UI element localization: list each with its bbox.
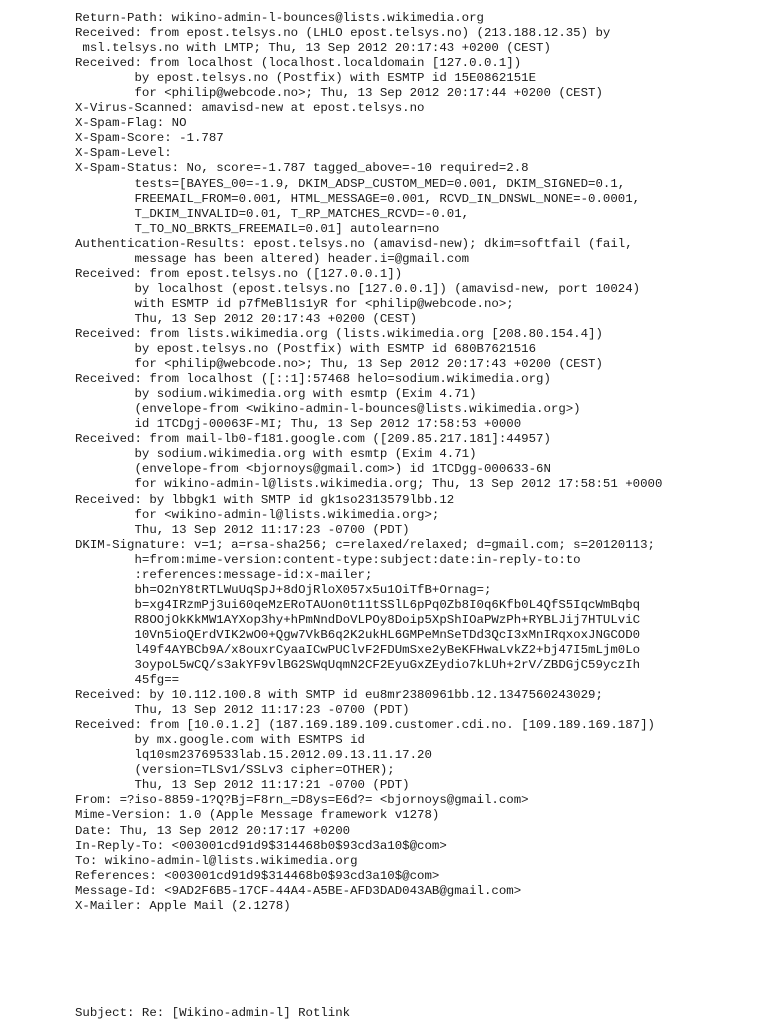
header-line: Thu, 13 Sep 2012 11:17:23 -0700 (PDT)	[75, 703, 410, 718]
header-line: (envelope-from <bjornoys@gmail.com>) id 1TCDgg-000633-6N	[75, 462, 551, 477]
header-line: with ESMTP id p7fMeBl1s1yR for <philip@webcode.no>;	[75, 296, 514, 311]
header-line: Received: from epost.telsys.no ([127.0.0.1])	[75, 266, 403, 281]
header-line: T_TO_NO_BRKTS_FREEMAIL=0.01] autolearn=no	[75, 221, 440, 236]
header-line: Received: from [10.0.1.2] (187.169.189.109.customer.cdi.no. [109.189.169.187])	[75, 718, 655, 733]
header-line: R8OOjOkKkMW1AYXop3hy+hPmNndDoVLPOy8Doip5XpShIOaPWzPh+RYBLJij7HTULviC	[75, 612, 641, 627]
header-line: Received: from mail-lb0-f181.google.com ([209.85.217.181]:44957)	[75, 432, 551, 447]
header-line: FREEMAIL_FROM=0.001, HTML_MESSAGE=0.001, RCVD_IN_DNSWL_NONE=-0.0001,	[75, 191, 641, 206]
header-line: by epost.telsys.no (Postfix) with ESMTP id 680B7621516	[75, 342, 537, 357]
header-line: X-Spam-Level:	[75, 146, 172, 161]
header-line: Received: from localhost (localhost.localdomain [127.0.0.1])	[75, 56, 522, 71]
header-line: lq10sm23769533lab.15.2012.09.13.11.17.20	[75, 748, 432, 763]
header-line: To: wikino-admin-l@lists.wikimedia.org	[75, 853, 358, 868]
header-line: for <philip@webcode.no>; Thu, 13 Sep 2012 20:17:44 +0200 (CEST)	[75, 86, 603, 101]
header-line: (envelope-from <wikino-admin-l-bounces@lists.wikimedia.org>)	[75, 402, 581, 417]
header-line: T_DKIM_INVALID=0.01, T_RP_MATCHES_RCVD=-0.01,	[75, 206, 470, 221]
header-line: X-Spam-Status: No, score=-1.787 tagged_above=-10 required=2.8	[75, 161, 529, 176]
header-line: by mx.google.com with ESMTPS id	[75, 733, 365, 748]
header-line: :references:message-id:x-mailer;	[75, 567, 373, 582]
header-line: for wikino-admin-l@lists.wikimedia.org; Thu, 13 Sep 2012 17:58:51 +0000	[75, 477, 663, 492]
header-line: Return-Path: wikino-admin-l-bounces@lists.wikimedia.org	[75, 11, 484, 25]
header-line: message has been altered) header.i=@gmail.com	[75, 251, 470, 266]
header-line: l49f4AYBCb9A/x8ouxrCyaaICwPUClvF2FDUmSxe2yBeKFHwaLvkZ2+bj47I5mLjm0Lo	[75, 642, 641, 657]
header-line: h=from:mime-version:content-type:subject:date:in-reply-to:to	[75, 552, 581, 567]
header-line: Received: by lbbgk1 with SMTP id gk1so2313579lbb.12	[75, 492, 455, 507]
header-line: X-Mailer: Apple Mail (2.1278)	[75, 898, 291, 913]
header-line: References: <003001cd91d9$314468b0$93cd3a10$@com>	[75, 868, 440, 883]
header-line: msl.telsys.no with LMTP; Thu, 13 Sep 2012 20:17:43 +0200 (CEST)	[75, 41, 551, 56]
header-line: X-Spam-Flag: NO	[75, 116, 187, 131]
header-line: Received: from lists.wikimedia.org (lists.wikimedia.org [208.80.154.4])	[75, 326, 603, 341]
header-line: by sodium.wikimedia.org with esmtp (Exim 4.71)	[75, 447, 477, 462]
header-line: 45fg==	[75, 673, 180, 688]
header-line: id 1TCDgj-00063F-MI; Thu, 13 Sep 2012 17:58:53 +0000	[75, 417, 522, 432]
header-line: by epost.telsys.no (Postfix) with ESMTP id 15E0862151E	[75, 71, 537, 86]
header-line: for <philip@webcode.no>; Thu, 13 Sep 2012 20:17:43 +0200 (CEST)	[75, 357, 603, 372]
header-line: Received: from localhost ([::1]:57468 helo=sodium.wikimedia.org)	[75, 372, 551, 387]
header-line: Received: by 10.112.100.8 with SMTP id eu8mr2380961bb.12.1347560243029;	[75, 688, 603, 703]
header-line: (version=TLSv1/SSLv3 cipher=OTHER);	[75, 763, 395, 778]
header-line: Mime-Version: 1.0 (Apple Message framework v1278)	[75, 808, 440, 823]
header-line: Authentication-Results: epost.telsys.no (amavisd-new); dkim=softfail (fail,	[75, 236, 633, 251]
header-line: by localhost (epost.telsys.no [127.0.0.1]) (amavisd-new, port 10024)	[75, 281, 641, 296]
email-headers	[75, 11, 662, 914]
header-line: DKIM-Signature: v=1; a=rsa-sha256; c=relaxed/relaxed; d=gmail.com; s=20120113;	[75, 537, 655, 552]
header-line: 10Vn5ioQErdVIK2wO0+Qgw7VkB6q2K2ukHL6GMPeMnSeTDd3QcI3xMnIRqxoxJNGCOD0	[75, 627, 641, 642]
header-line: In-Reply-To: <003001cd91d9$314468b0$93cd3a10$@com>	[75, 838, 447, 853]
header-line: From: =?iso-8859-1?Q?Bj=F8rn_=D8ys=E6d?= <bjornoys@gmail.com>	[75, 793, 529, 808]
header-line: X-Spam-Score: -1.787	[75, 131, 224, 146]
header-line: for <wikino-admin-l@lists.wikimedia.org>;	[75, 507, 440, 522]
header-line: Date: Thu, 13 Sep 2012 20:17:17 +0200	[75, 823, 351, 838]
header-line: tests=[BAYES_00=-1.9, DKIM_ADSP_CUSTOM_MED=0.001, DKIM_SIGNED=0.1,	[75, 176, 626, 191]
header-line: bh=O2nY8tRTLWuUqSpJ+8dOjRloX057x5u1OiTfB+Ornag=;	[75, 582, 492, 597]
header-line: Thu, 13 Sep 2012 20:17:43 +0200 (CEST)	[75, 311, 418, 326]
header-line: 3oypoL5wCQ/s3akYF9vlBG2SWqUqmN2CF2EyuGxZEydio7kLUh+2rV/ZBDGjC59yczIh	[75, 658, 641, 673]
header-line: by sodium.wikimedia.org with esmtp (Exim 4.71)	[75, 387, 477, 402]
header-line: Received: from epost.telsys.no (LHLO epost.telsys.no) (213.188.12.35) by	[75, 26, 611, 41]
header-line: Message-Id: <9AD2F6B5-17CF-44A4-A5BE-AFD3DAD043AB@gmail.com>	[75, 883, 522, 898]
header-line: Thu, 13 Sep 2012 11:17:21 -0700 (PDT)	[75, 778, 410, 793]
header-line: b=xg4IRzmPj3ui60qeMzERoTAUon0t11tSSlL6pPq0Zb8I0q6Kfb0L4QfS5IqcWmBqbq	[75, 597, 641, 612]
subject-line: Subject: Re: [Wikino-admin-l] Rotlink	[75, 1006, 351, 1020]
header-line: Thu, 13 Sep 2012 11:17:23 -0700 (PDT)	[75, 522, 410, 537]
header-line: X-Virus-Scanned: amavisd-new at epost.telsys.no	[75, 101, 425, 116]
